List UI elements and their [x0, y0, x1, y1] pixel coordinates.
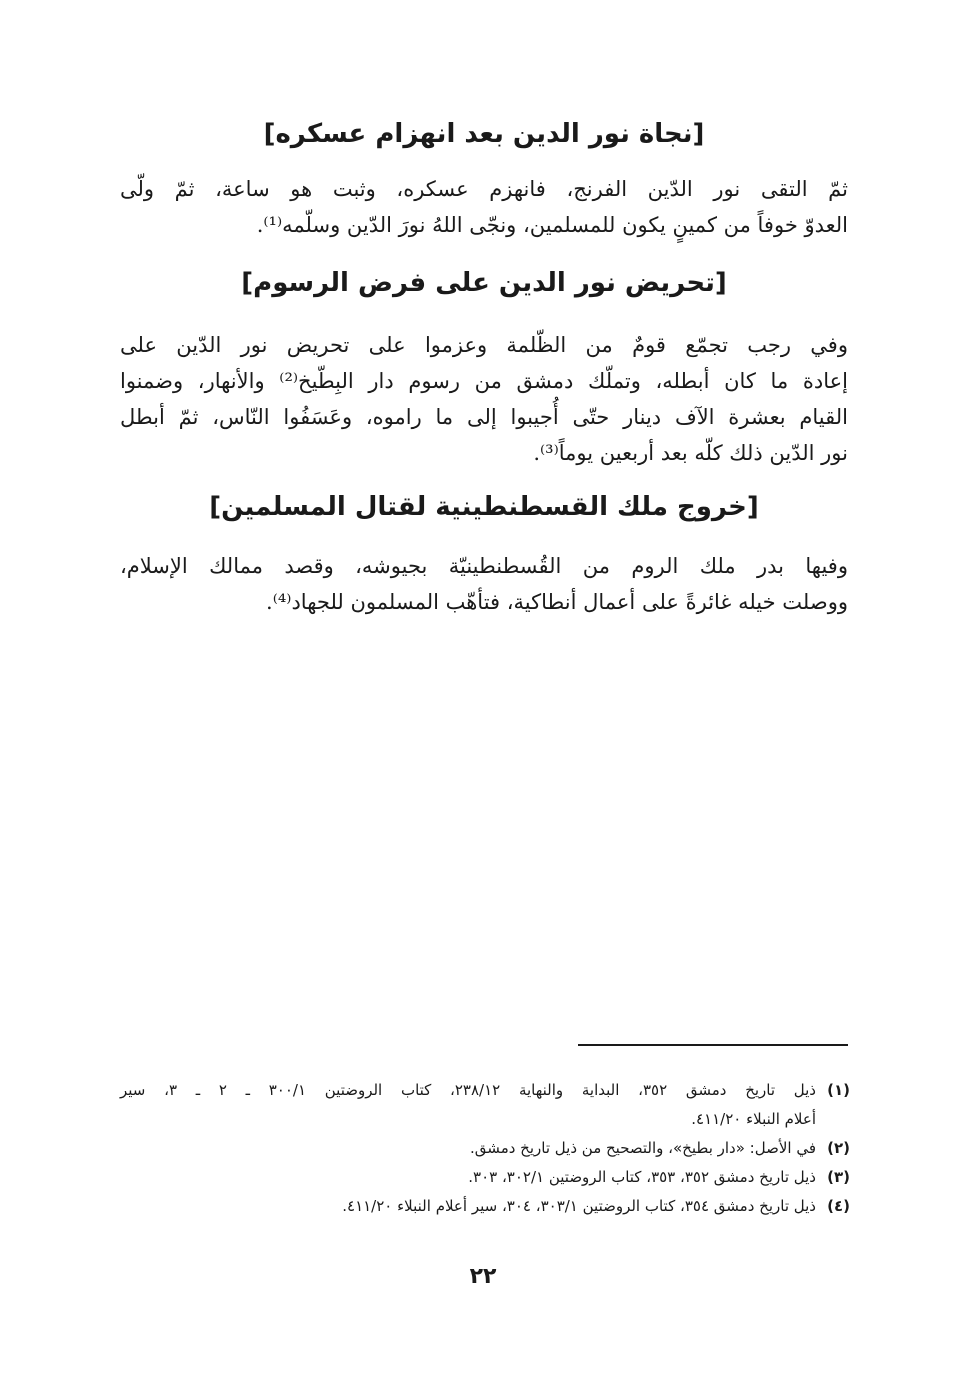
- footnote-line: ذيل تاريخ دمشق ٣٥٤، كتاب الروضتين ٣٠٣/١، ٣٠٤، سير أعلام النبلاء ٤١١/٢٠.: [342, 1197, 816, 1215]
- footnote-line: ذيل تاريخ دمشق ٣٥٢، البداية والنهاية ٢٣٨/١٢، كتاب الروضتين ٣٠٠/١ ـ ٢ ـ ٣، سير: [120, 1081, 816, 1099]
- paragraph: [120, 327, 848, 471]
- footnote-line: أعلام النبلاء ٤١١/٢٠.: [691, 1110, 816, 1128]
- paragraph-line: القيام بعشرة الآف دينار حتّى أُجيبوا إلى ما راموه، وعَسَفُوا النّاس، ثمّ أبطل: [120, 405, 848, 429]
- footnote-number: (٢): [827, 1139, 850, 1157]
- footnote: [120, 1134, 850, 1163]
- paragraph-line: ثمّ التقى نور الدّين الفرنج، فانهزم عسكره، وثبت هو ساعة، ثمّ ولّى: [120, 177, 848, 201]
- paragraph-line: العدوّ خوفاً من كمينٍ يكون للمسلمين، ونجّى اللهُ نورَ الدّين وسلّمه⁽¹⁾.: [256, 213, 848, 237]
- paragraph-line: إعادة ما كان أبطله، وتملّك دمشق من رسوم دار البِطّيخ⁽²⁾ والأنهار، وضمنوا: [120, 369, 848, 393]
- footnote-separator: [578, 1044, 848, 1046]
- footnote-number: (١): [827, 1081, 850, 1099]
- paragraph-line: وفيها بدر ملك الروم من القُسطنطينيّة بجيوشه، وقصد ممالك الإسلام،: [120, 554, 848, 578]
- section-heading: [خروج ملك القسطنطينية لقتال المسلمين]: [209, 492, 759, 522]
- paragraph-line: ووصلت خيله غائرةً على أعمال أنطاكية، فتأهّب المسلمون للجهاد⁽⁴⁾.: [266, 590, 848, 614]
- paragraph-line: نور الدّين ذلك كلّه بعد أربعين يوماً⁽³⁾.: [533, 441, 848, 465]
- footnotes: [120, 1076, 850, 1221]
- paragraph: [120, 548, 848, 620]
- footnote: [120, 1163, 850, 1192]
- footnote-number: (٣): [827, 1168, 850, 1186]
- footnote-number: (٤): [827, 1197, 850, 1215]
- paragraph: [120, 171, 848, 243]
- section-heading: [نجاة نور الدين بعد انهزام عسكره]: [263, 119, 705, 149]
- footnote: [120, 1192, 850, 1221]
- footnote-line: في الأصل: «دار بطيخ»، والتصحيح من ذيل تاريخ دمشق.: [470, 1139, 816, 1157]
- footnote: [120, 1076, 850, 1134]
- page-number: ٢٢: [469, 1264, 497, 1289]
- section-heading: [تحريض نور الدين على فرض الرسوم]: [241, 268, 727, 298]
- paragraph-line: وفي رجب تجمّع قومٌ من الظّلمة وعزموا على تحريض نور الدّين على: [120, 333, 848, 357]
- footnote-line: ذيل تاريخ دمشق ٣٥٢، ٣٥٣، كتاب الروضتين ٣٠٢/١، ٣٠٣.: [468, 1168, 816, 1186]
